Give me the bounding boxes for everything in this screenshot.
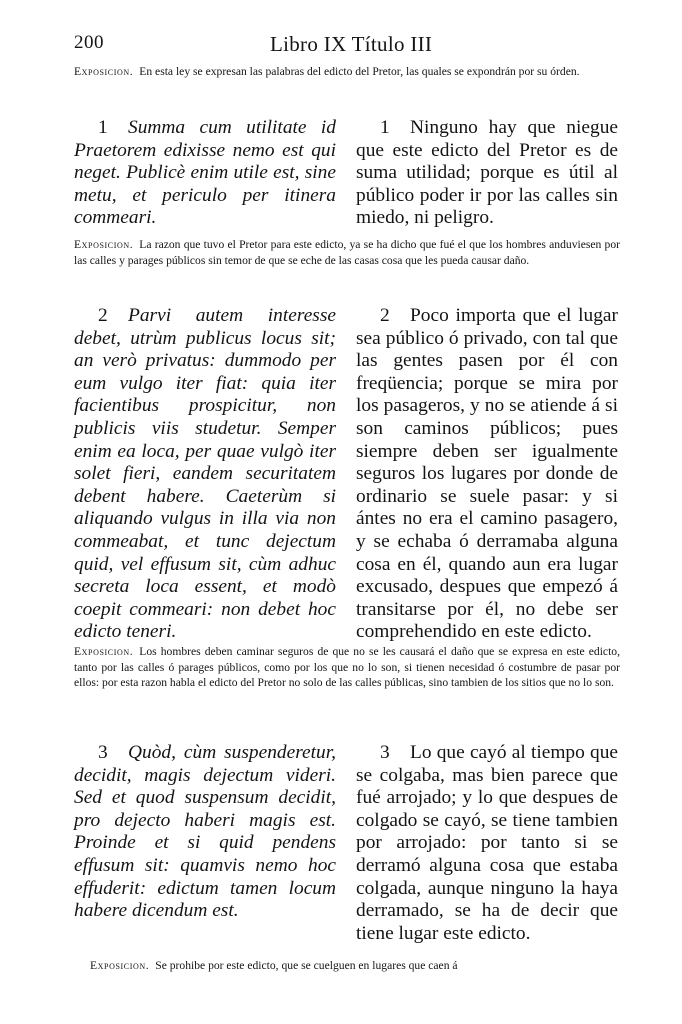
latin-column-section-3 xyxy=(74,742,336,923)
section-number: 3 xyxy=(380,742,390,763)
section-number: 1 xyxy=(380,117,390,138)
spanish-column-section-3 xyxy=(356,742,618,945)
exposicion-paragraph-4 xyxy=(74,958,620,974)
exposicion-text: Los hombres deben caminar seguros de que no se les causará el daño que se expresa en este edicto, tanto por las calles ó parages públicos, como por los que no lo son, si tienen necesidad ó costumbre de pasar por ellos: por esta razon habla el edicto del Pretor no solo de las calles públicas, sino tambien de los sitios que no lo son. xyxy=(74,645,620,690)
section-number: 3 xyxy=(98,742,108,763)
section-number: 2 xyxy=(98,305,108,326)
exposicion-paragraph-1 xyxy=(74,64,620,80)
exposicion-label: Exposicion. xyxy=(90,959,150,972)
exposicion-text: En esta ley se expresan las palabras del edicto del Pretor, las quales se expondrán por su órden. xyxy=(139,65,580,78)
latin-text: Quòd, cùm suspenderetur, decidit, magis dejectum videri. Sed et quod suspensum decidit, pro dejecto haberi magis est. Proinde et si quid pendens effusum sit: quamvis nemo hoc effuderit: edictum tamen locum habere dicendum est. xyxy=(74,742,336,922)
spanish-column-section-2 xyxy=(356,305,618,644)
page-header xyxy=(74,32,620,56)
latin-text: Summa cum utilitate id Praetorem edixisse nemo est qui neget. Publicè enim utile est, sine metu, et periculo per itinera commeari. xyxy=(74,117,336,229)
exposicion-label: Exposicion. xyxy=(74,645,134,658)
spanish-text: Lo que cayó al tiempo que se colgaba, mas bien parece que fué arrojado; y lo que despues de colgado se cayó, se tiene tambien por arrojado: por tanto si se derramó alguna cosa que estaba colgada, aunque ninguno la haya derramado, se ha de decir que tiene lugar este edicto. xyxy=(356,742,618,944)
exposicion-text: Se prohibe por este edicto, que se cuelguen en lugares que caen á xyxy=(155,959,458,972)
exposicion-text: La razon que tuvo el Pretor para este edicto, ya se ha dicho que fué el que los hombres anduviesen por las calles y parages públicos sin temor de que se eche de las casas cosa que les pueda causar daño. xyxy=(74,238,620,267)
exposicion-paragraph-2 xyxy=(74,237,620,268)
spanish-text: Ninguno hay que niegue que este edicto del Pretor es de suma utilidad; porque es útil al público poder ir por las calles sin miedo, ni peligro. xyxy=(356,117,618,229)
spanish-text: Poco importa que el lugar sea público ó privado, con tal que las gentes pasen por él con freqüencia; porque se mira por los pasageros, y no se atiende á si son caminos públicos; pues siempre deben ser igualmente seguros los lugares por donde de ordinario se suele pasar: y si ántes no era el camino pasagero, y se echaba ó derramaba alguna cosa en él, quando aun era lugar excusado, despues que empezó á transitarse por él, no debe ser comprehendido en este edicto. xyxy=(356,305,618,643)
exposicion-paragraph-3 xyxy=(74,644,620,691)
latin-column-section-2 xyxy=(74,305,336,644)
section-number: 1 xyxy=(98,117,108,138)
latin-text: Parvi autem interesse debet, utrùm publicus locus sit; an verò privatus: dummodo per eum vulgo iter fiat: quia iter facientibus prospicitur, non publicis viis studetur. Semper enim ea loca, per quae vulgò iter solet fieri, eandem securitatem debent habere. Caeterùm si aliquando vulgus in illa via non commeabat, et tunc dejectum quid, vel effusum sit, cùm adhuc secreta loca essent, et modò coepit commeari: non debet hoc edicto teneri. xyxy=(74,305,336,643)
running-head: Libro IX Título III xyxy=(270,32,433,56)
spanish-column-section-1 xyxy=(356,117,618,230)
exposicion-label: Exposicion. xyxy=(74,65,134,78)
page-number: 200 xyxy=(74,32,104,53)
latin-column-section-1 xyxy=(74,117,336,230)
exposicion-label: Exposicion. xyxy=(74,238,134,251)
section-number: 2 xyxy=(380,305,390,326)
